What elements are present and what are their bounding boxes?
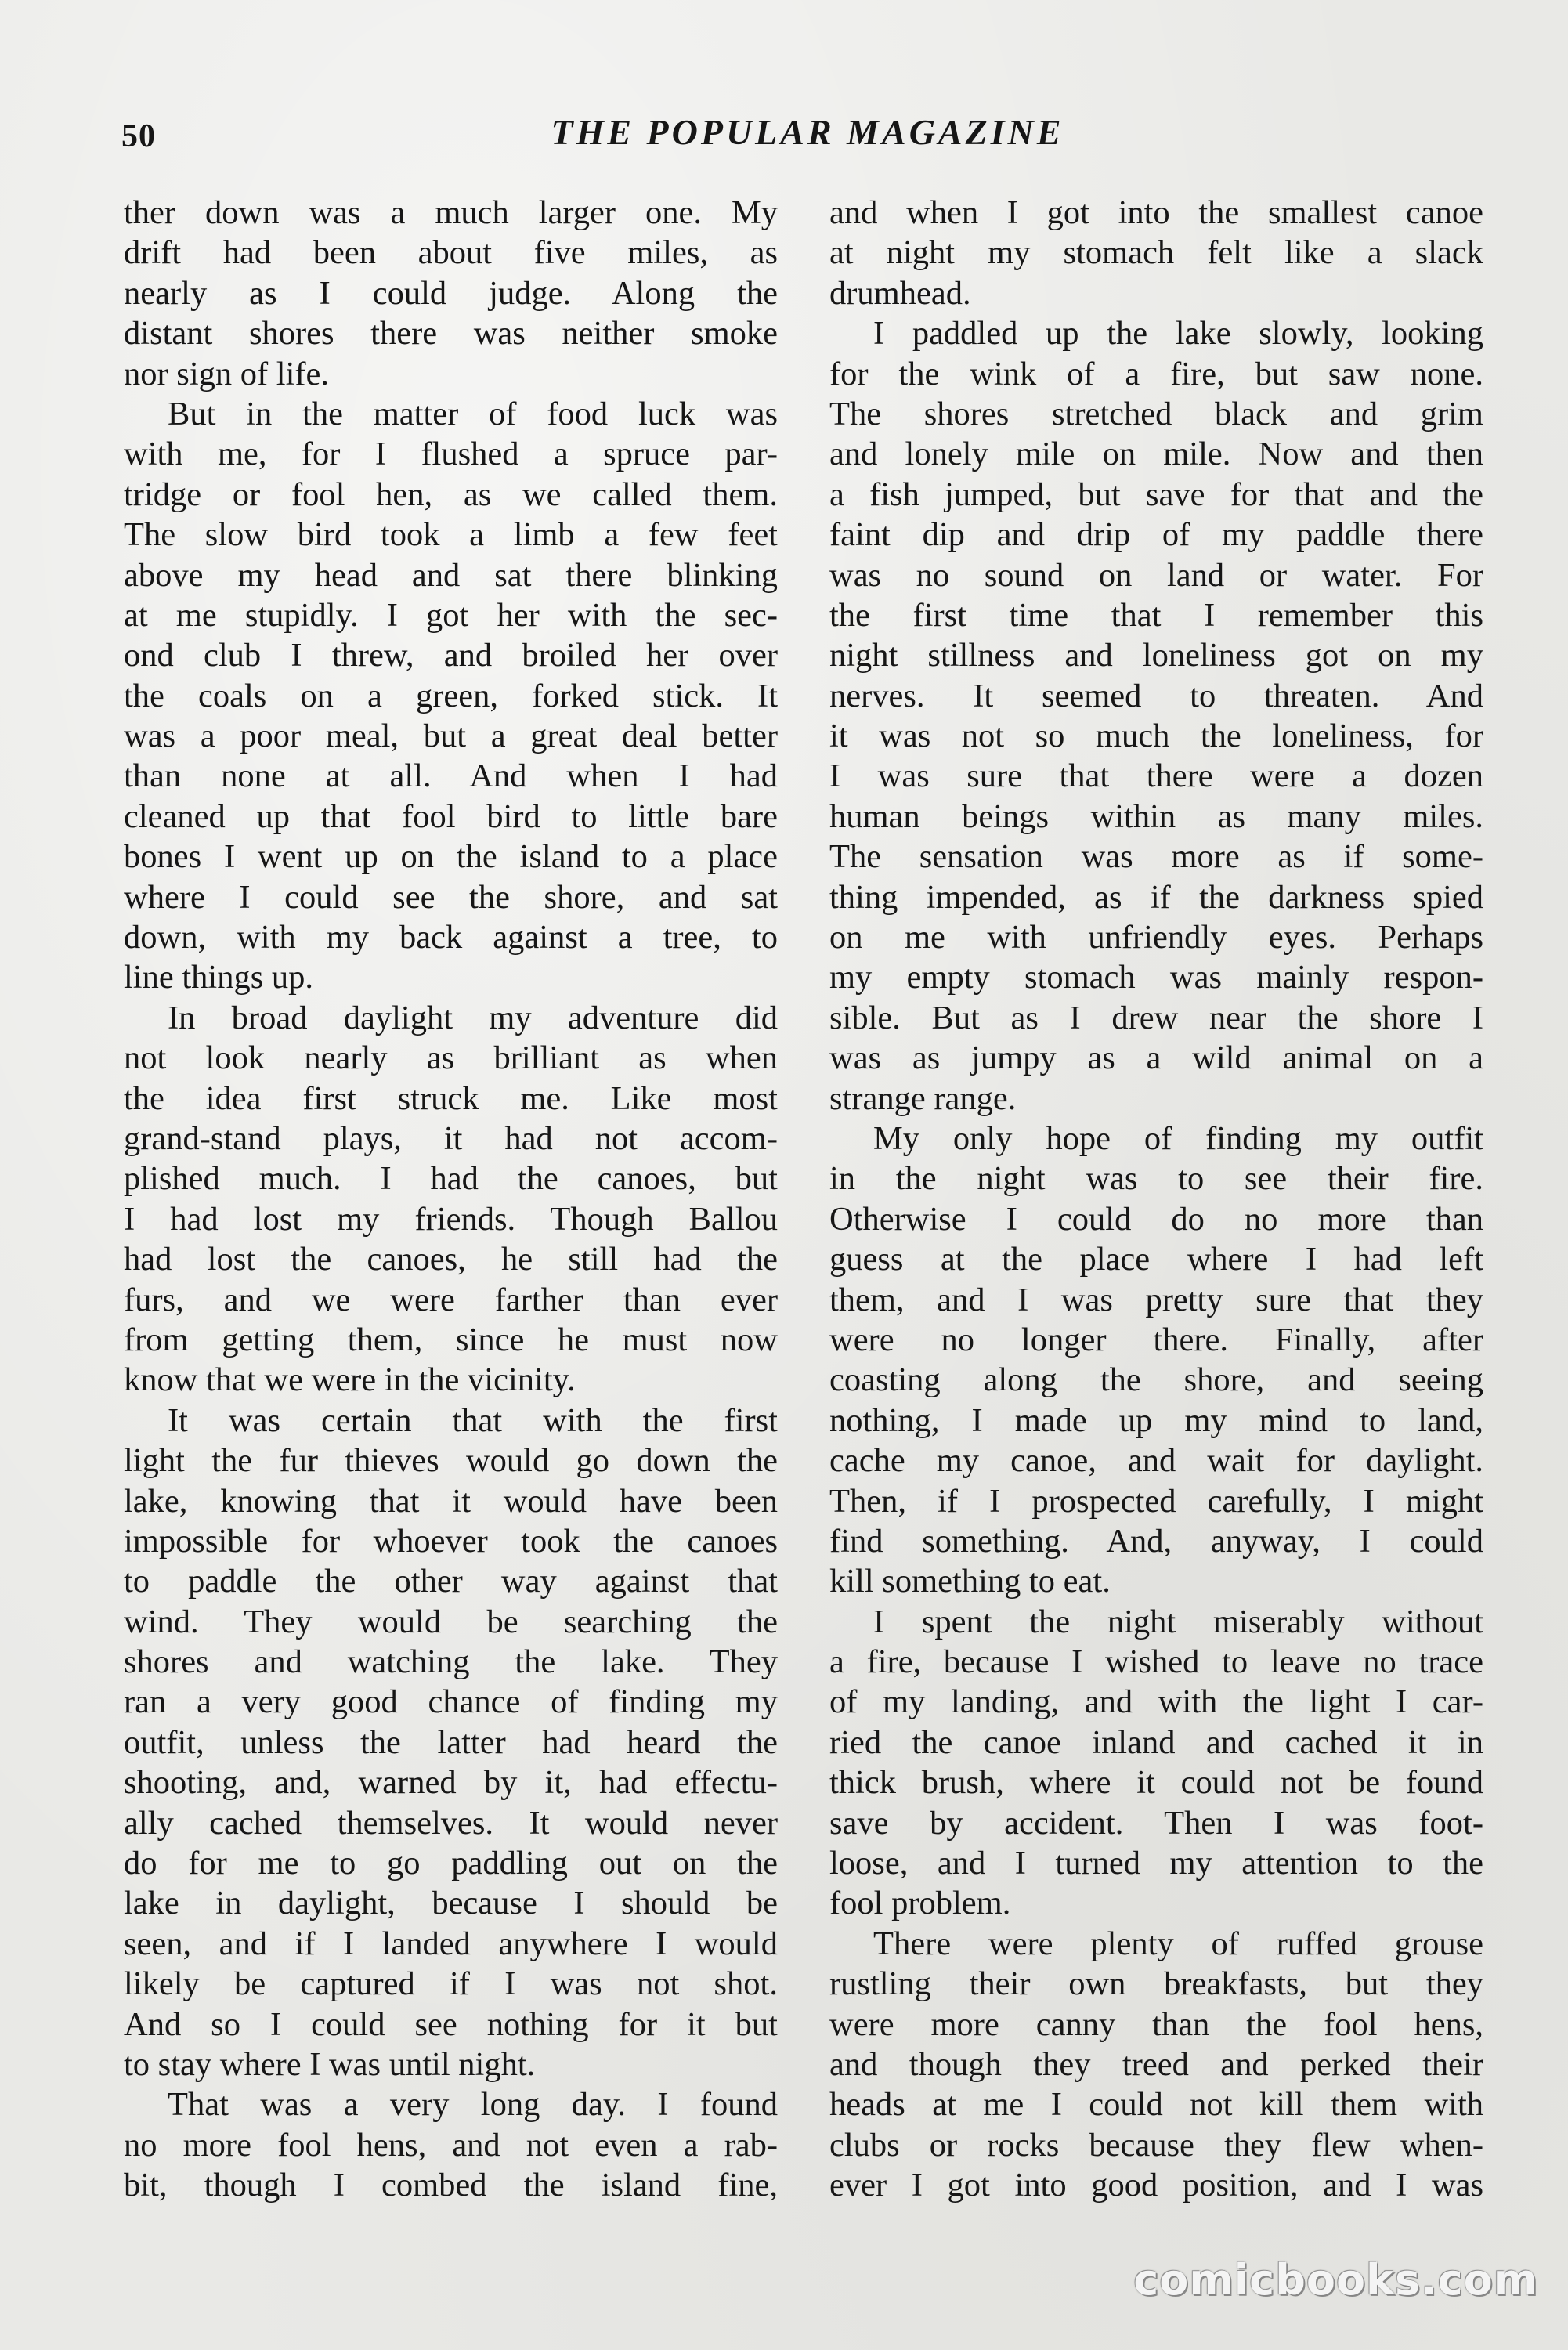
text-line: was no sound on land or water. For [829, 556, 1483, 594]
text-line: nothing, I made up my mind to land, [829, 1401, 1483, 1439]
text-line: the idea first struck me. Like most [124, 1079, 778, 1117]
text-line: was a poor meal, but a great deal better [124, 718, 778, 755]
text-line: thing impended, as if the darkness spied [829, 878, 1483, 916]
text-line: do for me to go paddling out on the [124, 1845, 778, 1882]
text-line: them, and I was pretty sure that they [829, 1281, 1483, 1318]
text-line: impossible for whoever took the canoes [124, 1522, 778, 1560]
text-line: ther down was a much larger one. My [124, 194, 778, 231]
text-line: nerves. It seemed to threaten. And [829, 677, 1483, 714]
text-line: drift had been about five miles, as [124, 234, 778, 272]
text-line: loose, and I turned my attention to the [829, 1845, 1483, 1882]
text-line: ran a very good chance of finding my [124, 1683, 778, 1721]
text-line: lake, knowing that it would have been [124, 1482, 778, 1520]
text-column-right [829, 193, 1483, 2206]
watermark-logo: comicbooks.com [1133, 2255, 1538, 2305]
text-line: were more canny than the fool hens, [829, 2005, 1483, 2043]
text-line: drumhead. [829, 274, 971, 312]
text-line: thick brush, where it could not be found [829, 1764, 1483, 1802]
text-line: with me, for I flushed a spruce par- [124, 436, 778, 473]
text-line: Then, if I prospected carefully, I might [829, 1482, 1483, 1520]
text-line: I was sure that there were a dozen [829, 757, 1483, 795]
text-line: But in the matter of food luck was [168, 395, 778, 432]
text-line: Otherwise I could do no more than [829, 1200, 1483, 1238]
text-line: That was a very long day. I found [168, 2086, 778, 2124]
text-line: were no longer there. Finally, after [829, 1321, 1483, 1358]
text-line: bit, though I combed the island fine, [124, 2167, 778, 2204]
text-line: in the night was to see their fire. [829, 1160, 1483, 1198]
page-number: 50 [121, 118, 156, 154]
text-line: It was certain that with the first [168, 1401, 778, 1439]
text-line: coasting along the shore, and seeing [829, 1361, 1483, 1399]
text-line: There were plenty of ruffed grouse [873, 1925, 1483, 1962]
text-line: fool problem. [829, 1885, 1011, 1922]
text-line: my empty stomach was mainly respon- [829, 959, 1483, 996]
text-line: for the wink of a fire, but saw none. [829, 355, 1483, 392]
text-line: tridge or fool hen, as we called them. [124, 475, 778, 513]
text-line: human beings within as many miles. [829, 797, 1483, 835]
text-line: My only hope of finding my outfit [873, 1119, 1483, 1157]
text-line: In broad daylight my adventure did [168, 999, 778, 1036]
text-line: shooting, and, warned by it, had effectu- [124, 1764, 778, 1802]
text-line: shores and watching the lake. They [124, 1643, 778, 1681]
text-line: seen, and if I landed anywhere I would [124, 1925, 778, 1962]
text-line: guess at the place where I had left [829, 1241, 1483, 1278]
text-line: was as jumpy as a wild animal on a [829, 1039, 1483, 1077]
text-line: clubs or rocks because they flew when- [829, 2126, 1483, 2164]
text-line: faint dip and drip of my paddle there [829, 516, 1483, 554]
text-line: down, with my back against a tree, to [124, 919, 778, 956]
text-column-left [124, 193, 778, 2206]
text-line: where I could see the shore, and sat [124, 878, 778, 916]
text-line: find something. And, anyway, I could [829, 1522, 1483, 1560]
text-line: know that we were in the vicinity. [124, 1361, 576, 1399]
text-line: The shores stretched black and grim [829, 395, 1483, 432]
text-line: outfit, unless the latter had heard the [124, 1723, 778, 1761]
text-line: strange range. [829, 1079, 1017, 1117]
text-line: ried the canoe inland and cached it in [829, 1723, 1483, 1761]
text-line: And so I could see nothing for it but [124, 2005, 778, 2043]
text-line: a fish jumped, but save for that and the [829, 475, 1483, 513]
text-line: and though they treed and perked their [829, 2045, 1483, 2083]
text-line: heads at me I could not kill them with [829, 2086, 1483, 2124]
text-line: save by accident. Then I was foot- [829, 1804, 1483, 1842]
text-line: nearly as I could judge. Along the [124, 274, 778, 312]
text-line: at me stupidly. I got her with the sec- [124, 596, 778, 634]
text-line: it was not so much the loneliness, for [829, 718, 1483, 755]
text-line: night stillness and loneliness got on my [829, 637, 1483, 674]
text-line: on me with unfriendly eyes. Perhaps [829, 919, 1483, 956]
text-line: from getting them, since he must now [124, 1321, 778, 1358]
text-line: ond club I threw, and broiled her over [124, 637, 778, 674]
text-line: not look nearly as brilliant as when [124, 1039, 778, 1077]
text-line: grand-stand plays, it had not accom- [124, 1119, 778, 1157]
text-line: to stay where I was until night. [124, 2045, 536, 2083]
text-line: ally cached themselves. It would never [124, 1804, 778, 1842]
text-line: nor sign of life. [124, 355, 330, 392]
text-line: line things up. [124, 959, 314, 996]
text-line: wind. They would be searching the [124, 1603, 778, 1640]
text-line: cache my canoe, and wait for daylight. [829, 1442, 1483, 1480]
text-line: and lonely mile on mile. Now and then [829, 436, 1483, 473]
text-line: a fire, because I wished to leave no trace [829, 1643, 1483, 1681]
text-line: cleaned up that fool bird to little bare [124, 797, 778, 835]
text-line: and when I got into the smallest canoe [829, 194, 1483, 231]
text-line: lake in daylight, because I should be [124, 1885, 778, 1922]
text-line: I spent the night miserably without [873, 1603, 1483, 1640]
text-line: sible. But as I drew near the shore I [829, 999, 1483, 1036]
text-line: of my landing, and with the light I car- [829, 1683, 1483, 1721]
text-line: above my head and sat there blinking [124, 556, 778, 594]
text-line: likely be captured if I was not shot. [124, 1965, 778, 2003]
text-line: ever I got into good position, and I was [829, 2167, 1483, 2204]
text-line: distant shores there was neither smoke [124, 315, 778, 352]
text-line: I had lost my friends. Though Ballou [124, 1200, 778, 1238]
text-line: bones I went up on the island to a place [124, 838, 778, 876]
text-line: at night my stomach felt like a slack [829, 234, 1483, 272]
text-line: kill something to eat. [829, 1563, 1111, 1600]
text-line: I paddled up the lake slowly, looking [873, 315, 1483, 352]
text-line: had lost the canoes, he still had the [124, 1241, 778, 1278]
text-line: the coals on a green, forked stick. It [124, 677, 778, 714]
text-line: The sensation was more as if some- [829, 838, 1483, 876]
text-line: The slow bird took a limb a few feet [124, 516, 778, 554]
text-line: rustling their own breakfasts, but they [829, 1965, 1483, 2003]
text-line: plished much. I had the canoes, but [124, 1160, 778, 1198]
text-line: no more fool hens, and not even a rab- [124, 2126, 778, 2164]
text-line: to paddle the other way against that [124, 1563, 778, 1600]
text-line: the first time that I remember this [829, 596, 1483, 634]
text-line: than none at all. And when I had [124, 757, 778, 795]
text-line: light the fur thieves would go down the [124, 1442, 778, 1480]
text-line: furs, and we were farther than ever [124, 1281, 778, 1318]
running-header: THE POPULAR MAGAZINE [551, 112, 1064, 152]
